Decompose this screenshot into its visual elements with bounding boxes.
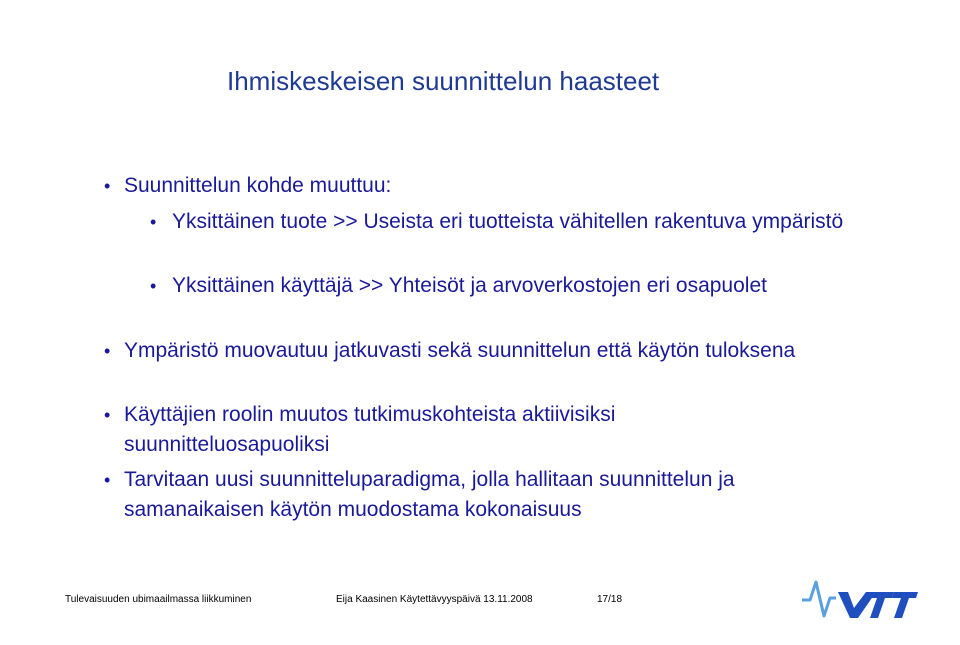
sub-bullet-item bbox=[150, 271, 772, 301]
bullet-dot-icon: • bbox=[104, 341, 111, 361]
bullet-item bbox=[104, 336, 804, 366]
footer-event: Tulevaisuuden ubimaailmassa liikkuminen bbox=[65, 594, 252, 605]
bullet-text: Suunnittelun kohde muuttuu: bbox=[124, 174, 392, 197]
vtt-logo-icon bbox=[800, 576, 920, 627]
bullet-dot-icon: • bbox=[104, 470, 111, 490]
bullet-item bbox=[104, 171, 864, 201]
bullet-dot-icon: • bbox=[104, 176, 111, 196]
footer-page-number: 17/18 bbox=[597, 594, 623, 605]
bullet-text: Käyttäjien roolin muutos tutkimuskohteista aktiivisiksi suunnitteluosapuoliksi bbox=[124, 403, 616, 456]
bullet-text: Tarvitaan uusi suunnitteluparadigma, jolla hallitaan suunnittelun ja samanaikaisen käytön muodostama kokonaisuus bbox=[124, 468, 735, 521]
bullet-text: Ympäristö muovautuu jatkuvasti sekä suunnittelun että käytön tuloksena bbox=[124, 339, 796, 362]
vtt-logo-text bbox=[838, 592, 918, 618]
slide-title: Ihmiskeskeisen suunnittelun haasteet bbox=[227, 66, 660, 96]
footer-author: Eija Kaasinen Käytettävyyspäivä 13.11.2008 bbox=[336, 594, 533, 605]
bullet-dot-icon: • bbox=[150, 212, 157, 232]
sub-bullet-item bbox=[150, 207, 862, 237]
bullet-dot-icon: • bbox=[150, 276, 157, 296]
bullet-dot-icon: • bbox=[104, 405, 111, 425]
bullet-text: Yksittäinen tuote >> Useista eri tuotteista vähitellen rakentuva ympäristö bbox=[172, 210, 844, 233]
bullet-item bbox=[104, 465, 864, 525]
bullet-item bbox=[104, 400, 724, 460]
bullet-text: Yksittäinen käyttäjä >> Yhteisöt ja arvoverkostojen eri osapuolet bbox=[172, 274, 767, 297]
